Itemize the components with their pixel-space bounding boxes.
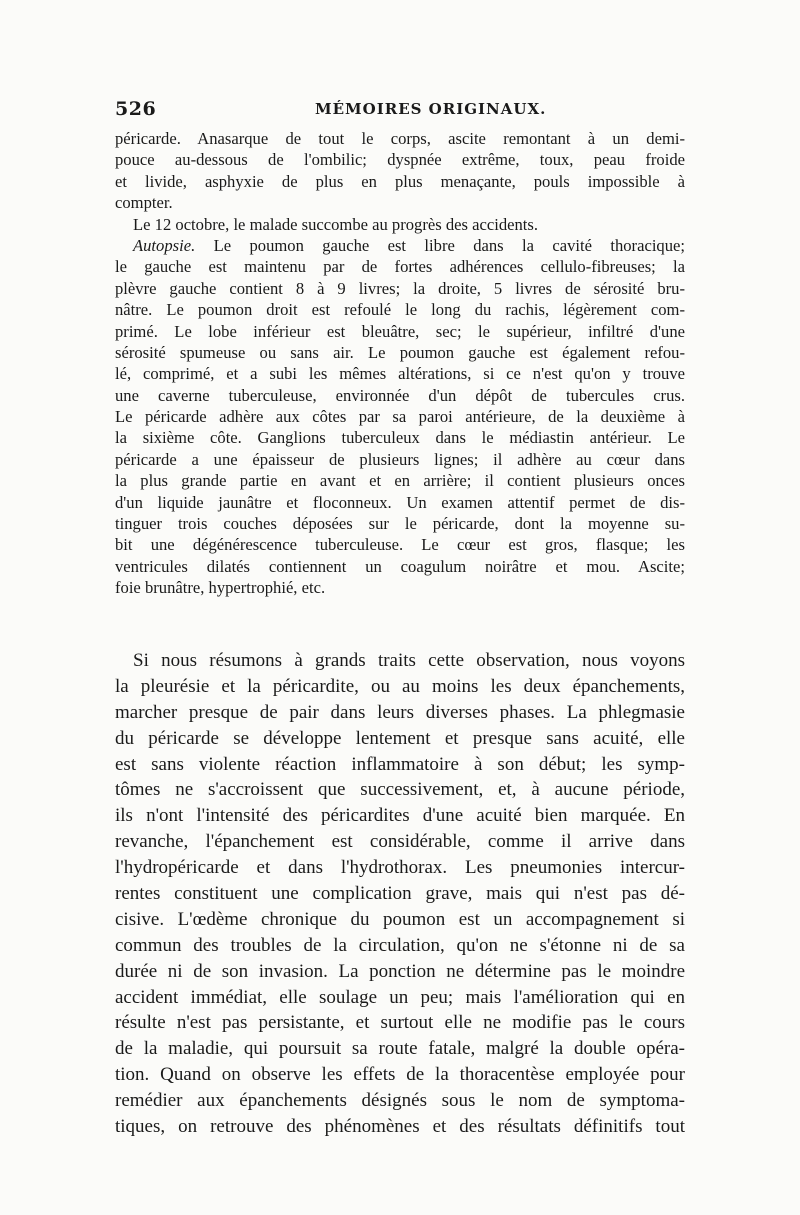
text-line: nâtre. Le poumon droit est refoulé le long du rachis, légèrement com-: [115, 300, 685, 320]
text-line: ventricules dilatés contiennent un coagulum noirâtre et mou. Ascite;: [115, 556, 685, 576]
text-line: la sixième côte. Ganglions tuberculeux dans le médiastin antérieur. Le: [115, 428, 685, 448]
text-line: commun des troubles de la circulation, qu'on ne s'étonne ni de sa: [115, 934, 685, 956]
text-line: une caverne tuberculeuse, environnée d'un dépôt de tubercules crus.: [115, 385, 685, 405]
text-line: revanche, l'épanchement est considérable, comme il arrive dans: [115, 831, 685, 853]
text-line: la pleurésie et la péricardite, ou au moins les deux épanchements,: [115, 675, 685, 697]
text-line: Le péricarde adhère aux côtes par sa paroi antérieure, de la deuxième à: [115, 407, 685, 427]
running-title: MÉMOIRES ORIGINAUX.: [315, 100, 547, 118]
text-line: tinguer trois couches déposées sur le péricarde, dont la moyenne su-: [115, 514, 685, 534]
autopsy-line: Autopsie. Le poumon gauche est libre dans la cavité thoracique;: [133, 235, 685, 255]
text-line: péricarde a une épaisseur de plusieurs lignes; il adhère au cœur dans: [115, 449, 685, 469]
text-line: bit une dégénérescence tuberculeuse. Le cœur est gros, flasque; les: [115, 535, 685, 555]
text-line: cisive. L'œdème chronique du poumon est un accompagnement si: [115, 908, 685, 930]
text-line: lé, comprimé, et a subi les mêmes altérations, si ce n'est qu'on y trouve: [115, 364, 685, 384]
text-line: sérosité spumeuse ou sans air. Le poumon gauche est également refou-: [115, 342, 685, 362]
text-line: est sans violente réaction inflammatoire à son début; les symp-: [115, 753, 685, 775]
text-line: ils n'ont l'intensité des péricardites d'une acuité bien marquée. En: [115, 805, 685, 827]
text-line: résulte n'est pas persistante, et surtout elle ne modifie pas le cours: [115, 1012, 685, 1034]
text-line: remédier aux épanchements désignés sous le nom de symptoma-: [115, 1090, 685, 1112]
text-line: et livide, asphyxie de plus en plus menaçante, pouls impossible à: [115, 171, 685, 191]
text-line: l'hydropéricarde et dans l'hydrothorax. Les pneumonies intercur-: [115, 857, 685, 879]
text-line: tiques, on retrouve des phénomènes et des résultats définitifs tout: [115, 1116, 685, 1138]
text-line: primé. Le lobe inférieur est bleuâtre, sec; le supérieur, infiltré d'une: [115, 321, 685, 341]
text-line: marcher presque de pair dans leurs diverses phases. La phlegmasie: [115, 701, 685, 723]
text-line: Si nous résumons à grands traits cette observation, nous voyons: [133, 650, 685, 671]
text-line: du péricarde se développe lentement et presque sans acuité, elle: [115, 727, 685, 749]
text-line: tômes ne s'accroissent que successivement, et, à aucune période,: [115, 779, 685, 801]
text-line: d'un liquide jaunâtre et floconneux. Un examen attentif permet de dis-: [115, 492, 685, 512]
text-line: pouce au-dessous de l'ombilic; dyspnée extrême, toux, peau froide: [115, 150, 685, 170]
case-report-paragraph: [115, 128, 685, 599]
text-line: tion. Quand on observe les effets de la thoracentèse employée pour: [115, 1064, 685, 1086]
text-line: foie brunâtre, hypertrophié, etc.: [115, 578, 326, 598]
text-line: accident immédiat, elle soulage un peu; mais l'amélioration qui en: [115, 986, 685, 1008]
text-line: plèvre gauche contient 8 à 9 livres; la droite, 5 livres de sérosité bru-: [115, 278, 685, 298]
running-head: [115, 98, 685, 124]
text-line: péricarde. Anasarque de tout le corps, ascite remontant à un demi-: [115, 129, 685, 148]
summary-paragraph: [115, 648, 685, 1140]
page-number: 526: [115, 98, 157, 120]
text-line: le gauche est maintenu par de fortes adhérences cellulo-fibreuses; la: [115, 257, 685, 277]
text-line: Le 12 octobre, le malade succombe au progrès des accidents.: [133, 214, 538, 234]
text-line: la plus grande partie en avant et en arrière; il contient plusieurs onces: [115, 471, 685, 491]
text-line: compter.: [115, 193, 173, 213]
text-line: de la maladie, qui poursuit sa route fatale, malgré la double opéra-: [115, 1038, 685, 1060]
autopsy-heading: Autopsie.: [133, 235, 196, 255]
text-line: rentes constituent une complication grave, mais qui n'est pas dé-: [115, 883, 685, 905]
text-line: durée ni de son invasion. La ponction ne détermine pas le moindre: [115, 960, 685, 982]
